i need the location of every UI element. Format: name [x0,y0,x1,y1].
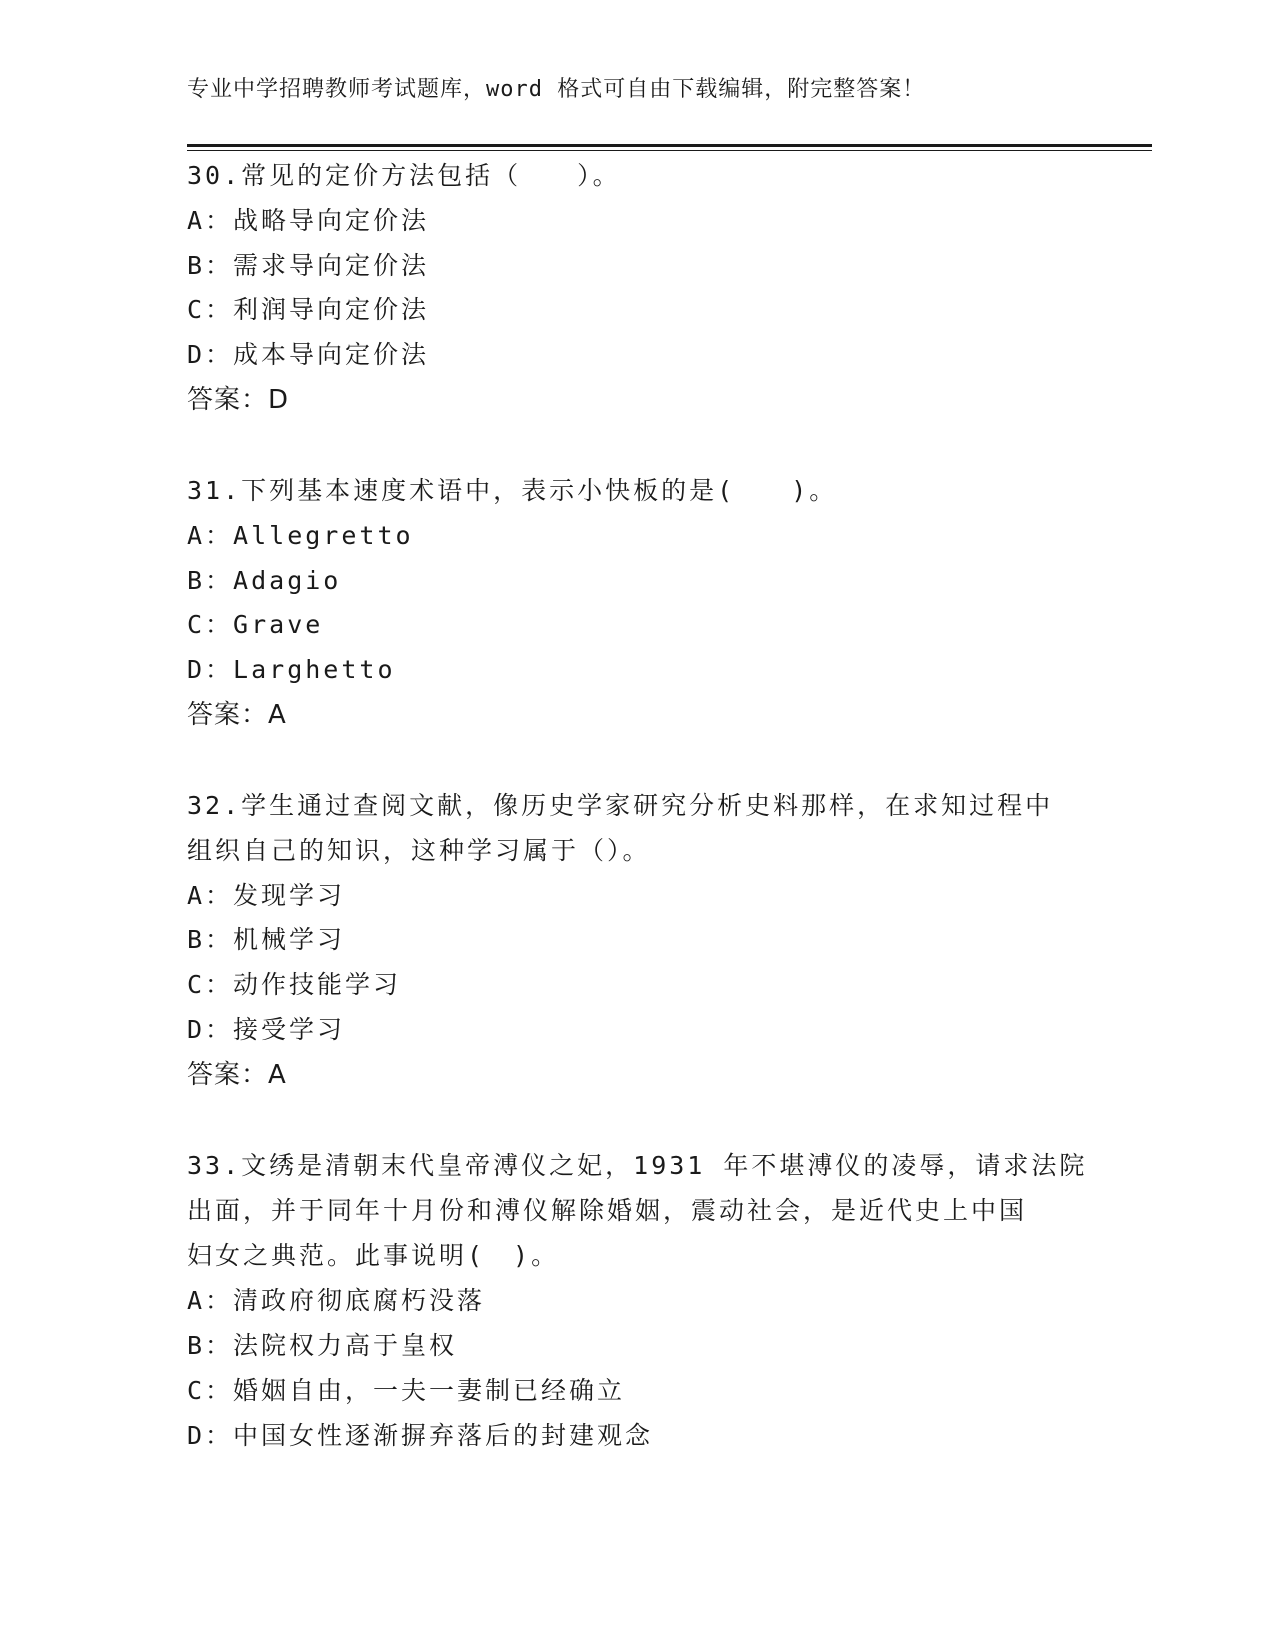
option-c: C：婚姻自由，一夫一妻制已经确立 [187,1376,626,1405]
question-text-line-2: 组织自己的知识，这种学习属于（）。 [187,836,651,865]
question-text: 30.常见的定价方法包括（ ）。 [187,161,621,190]
option-a: A：Allegretto [187,521,414,550]
option-c: C：Grave [187,610,324,639]
question-text: 31.下列基本速度术语中，表示小快板的是( )。 [187,476,838,505]
option-b: B：机械学习 [187,925,346,954]
option-c: C：利润导向定价法 [187,295,430,324]
option-b: B：法院权力高于皇权 [187,1331,458,1360]
question-text: 32.学生通过查阅文献，像历史学家研究分析史料那样，在求知过程中 [187,791,1054,820]
option-d: D：成本导向定价法 [187,340,430,369]
option-a: A：发现学习 [187,881,346,910]
answer: 答案：D [187,385,290,415]
option-d: D：接受学习 [187,1015,346,1044]
question-text: 33.文绣是清朝末代皇帝溥仪之妃，1931 年不堪溥仪的凌辱，请求法院 [187,1151,1088,1180]
option-a: A：战略导向定价法 [187,206,430,235]
option-d: D：中国女性逐渐摒弃落后的封建观念 [187,1421,654,1450]
option-b: B：需求导向定价法 [187,251,430,280]
page-header: 专业中学招聘教师考试题库，word 格式可自由下载编辑，附完整答案！ [187,77,926,102]
question-text-line-3: 妇女之典范。此事说明( )。 [187,1241,560,1270]
answer: 答案：A [187,1060,287,1090]
answer: 答案：A [187,700,287,730]
option-c: C：动作技能学习 [187,970,402,999]
option-b: B：Adagio [187,566,342,595]
option-d: D：Larghetto [187,655,396,684]
option-a: A：清政府彻底腐朽没落 [187,1286,486,1315]
header-rule-thin [187,150,1152,151]
question-text-line-2: 出面，并于同年十月份和溥仪解除婚姻，震动社会，是近代史上中国 [187,1196,1028,1225]
header-rule-thick [187,144,1152,147]
